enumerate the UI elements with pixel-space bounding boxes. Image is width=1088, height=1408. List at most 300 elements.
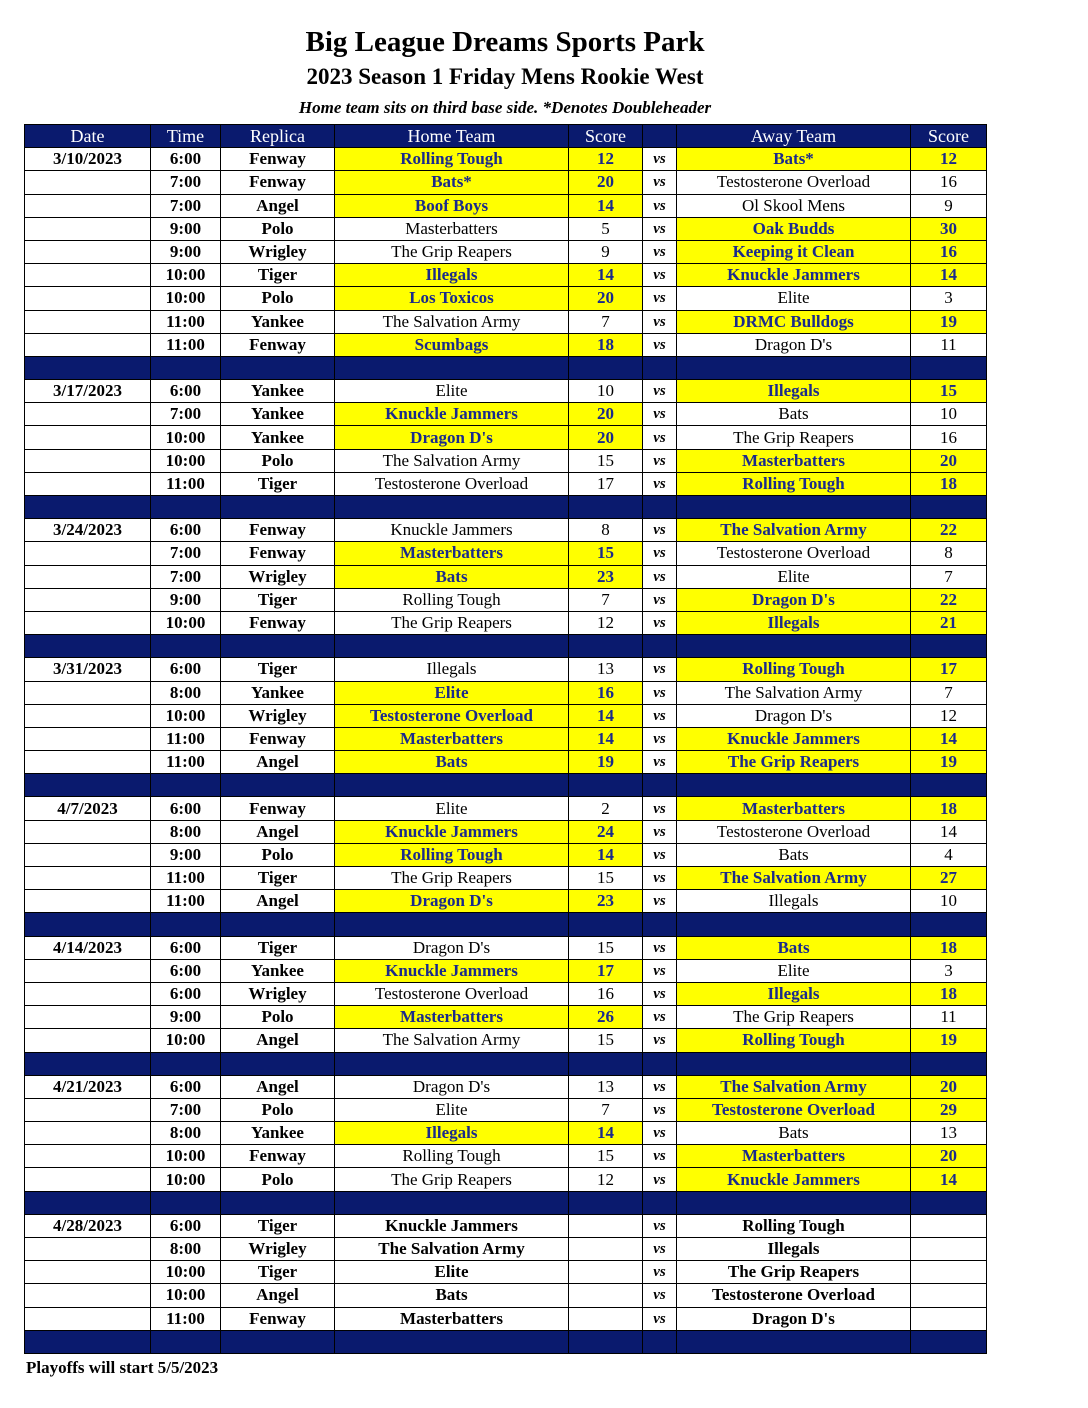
home-team: Dragon D's	[335, 890, 569, 913]
table-row	[25, 380, 987, 403]
away-score: 8	[911, 542, 987, 565]
home-team: Elite	[335, 1098, 569, 1121]
game-replica: Tiger	[221, 1261, 335, 1284]
game-replica: Fenway	[221, 148, 335, 171]
col-header-replica: Replica	[221, 125, 335, 148]
separator-cell	[25, 356, 151, 379]
separator-cell	[151, 635, 221, 658]
away-score	[911, 1284, 987, 1307]
vs-label: vs	[643, 588, 677, 611]
table-row	[25, 867, 987, 890]
game-replica: Tiger	[221, 936, 335, 959]
separator-cell	[25, 496, 151, 519]
away-score	[911, 1214, 987, 1237]
home-team: Testosterone Overload	[335, 704, 569, 727]
vs-label: vs	[643, 867, 677, 890]
away-team: Testosterone Overload	[677, 1284, 911, 1307]
game-date	[25, 1284, 151, 1307]
vs-label: vs	[643, 727, 677, 750]
home-team: Illegals	[335, 264, 569, 287]
game-date	[25, 240, 151, 263]
game-replica: Polo	[221, 1098, 335, 1121]
game-replica: Polo	[221, 449, 335, 472]
table-row	[25, 1029, 987, 1052]
separator-cell	[25, 635, 151, 658]
away-score: 19	[911, 751, 987, 774]
game-date	[25, 449, 151, 472]
home-team: Los Toxicos	[335, 287, 569, 310]
vs-label: vs	[643, 820, 677, 843]
page-title: Big League Dreams Sports Park	[305, 26, 705, 58]
home-score: 9	[569, 240, 643, 263]
vs-label: vs	[643, 449, 677, 472]
game-replica: Angel	[221, 1029, 335, 1052]
game-date	[25, 264, 151, 287]
vs-label: vs	[643, 611, 677, 634]
week-separator	[25, 496, 987, 519]
vs-label: vs	[643, 751, 677, 774]
home-team: Rolling Tough	[335, 1145, 569, 1168]
table-row	[25, 727, 987, 750]
away-score: 20	[911, 1075, 987, 1098]
table-row	[25, 287, 987, 310]
game-time: 10:00	[151, 264, 221, 287]
away-team: The Grip Reapers	[677, 1261, 911, 1284]
separator-cell	[643, 635, 677, 658]
home-team: Dragon D's	[335, 936, 569, 959]
game-date	[25, 890, 151, 913]
vs-label: vs	[643, 890, 677, 913]
home-score	[569, 1307, 643, 1330]
separator-cell	[643, 913, 677, 936]
away-score: 13	[911, 1122, 987, 1145]
game-replica: Polo	[221, 287, 335, 310]
home-team: Testosterone Overload	[335, 472, 569, 495]
away-team: Illegals	[677, 611, 911, 634]
col-header-vs	[643, 125, 677, 148]
table-row	[25, 472, 987, 495]
vs-label: vs	[643, 1168, 677, 1191]
separator-cell	[569, 913, 643, 936]
week-separator	[25, 1330, 987, 1353]
table-row	[25, 171, 987, 194]
game-date	[25, 1238, 151, 1261]
table-row	[25, 704, 987, 727]
home-score: 15	[569, 542, 643, 565]
game-replica: Tiger	[221, 658, 335, 681]
vs-label: vs	[643, 1122, 677, 1145]
table-row	[25, 565, 987, 588]
game-time: 10:00	[151, 611, 221, 634]
separator-cell	[643, 1052, 677, 1075]
separator-cell	[151, 1191, 221, 1214]
game-date	[25, 217, 151, 240]
game-time: 11:00	[151, 472, 221, 495]
game-replica: Wrigley	[221, 1238, 335, 1261]
home-score: 8	[569, 519, 643, 542]
table-row	[25, 936, 987, 959]
home-score: 14	[569, 704, 643, 727]
col-header-away-team: Away Team	[677, 125, 911, 148]
away-score	[911, 1261, 987, 1284]
away-team: Rolling Tough	[677, 658, 911, 681]
away-score: 7	[911, 681, 987, 704]
game-replica: Fenway	[221, 542, 335, 565]
vs-label: vs	[643, 380, 677, 403]
home-team: Rolling Tough	[335, 843, 569, 866]
separator-cell	[911, 774, 987, 797]
game-date: 4/28/2023	[25, 1214, 151, 1237]
away-team: Bats	[677, 843, 911, 866]
game-replica: Yankee	[221, 426, 335, 449]
game-date	[25, 1029, 151, 1052]
away-score: 21	[911, 611, 987, 634]
game-date	[25, 171, 151, 194]
home-score: 14	[569, 1122, 643, 1145]
game-replica: Polo	[221, 1006, 335, 1029]
table-row	[25, 959, 987, 982]
away-score: 22	[911, 588, 987, 611]
vs-label: vs	[643, 1098, 677, 1121]
home-team: The Salvation Army	[335, 1238, 569, 1261]
game-date: 3/10/2023	[25, 148, 151, 171]
away-team: Rolling Tough	[677, 1214, 911, 1237]
vs-label: vs	[643, 1006, 677, 1029]
home-team: Knuckle Jammers	[335, 403, 569, 426]
separator-cell	[335, 913, 569, 936]
away-team: The Salvation Army	[677, 867, 911, 890]
col-header-time: Time	[151, 125, 221, 148]
home-score: 20	[569, 403, 643, 426]
home-team: Bats	[335, 751, 569, 774]
separator-cell	[911, 913, 987, 936]
separator-cell	[677, 356, 911, 379]
separator-cell	[335, 635, 569, 658]
game-replica: Polo	[221, 843, 335, 866]
table-row	[25, 611, 987, 634]
away-score: 11	[911, 1006, 987, 1029]
home-score: 16	[569, 681, 643, 704]
home-team: Knuckle Jammers	[335, 1214, 569, 1237]
home-team: The Salvation Army	[335, 449, 569, 472]
table-row	[25, 449, 987, 472]
game-replica: Wrigley	[221, 704, 335, 727]
separator-cell	[911, 635, 987, 658]
away-score	[911, 1307, 987, 1330]
separator-cell	[151, 356, 221, 379]
game-time: 9:00	[151, 217, 221, 240]
table-row	[25, 1261, 987, 1284]
vs-label: vs	[643, 1029, 677, 1052]
vs-label: vs	[643, 936, 677, 959]
game-replica: Yankee	[221, 1122, 335, 1145]
away-score: 19	[911, 310, 987, 333]
game-date	[25, 194, 151, 217]
away-score: 30	[911, 217, 987, 240]
page-subtitle: 2023 Season 1 Friday Mens Rookie West	[306, 64, 704, 89]
game-date	[25, 843, 151, 866]
table-row	[25, 982, 987, 1005]
separator-cell	[221, 1191, 335, 1214]
game-time: 11:00	[151, 751, 221, 774]
separator-cell	[25, 1052, 151, 1075]
game-time: 11:00	[151, 1307, 221, 1330]
game-date: 3/31/2023	[25, 658, 151, 681]
home-score	[569, 1261, 643, 1284]
game-time: 10:00	[151, 426, 221, 449]
home-score: 17	[569, 959, 643, 982]
separator-cell	[911, 1191, 987, 1214]
week-separator	[25, 774, 987, 797]
away-team: The Salvation Army	[677, 1075, 911, 1098]
schedule-table	[24, 124, 987, 1354]
schedule-body	[25, 148, 987, 1354]
game-replica: Yankee	[221, 959, 335, 982]
home-team: The Grip Reapers	[335, 1168, 569, 1191]
separator-cell	[151, 913, 221, 936]
home-score: 15	[569, 936, 643, 959]
vs-label: vs	[643, 148, 677, 171]
game-replica: Angel	[221, 820, 335, 843]
week-separator	[25, 913, 987, 936]
away-team: Keeping it Clean	[677, 240, 911, 263]
home-score: 14	[569, 194, 643, 217]
game-date	[25, 1122, 151, 1145]
game-date: 3/24/2023	[25, 519, 151, 542]
separator-cell	[643, 356, 677, 379]
home-team: Knuckle Jammers	[335, 820, 569, 843]
away-team: Rolling Tough	[677, 472, 911, 495]
table-row	[25, 1098, 987, 1121]
home-score: 13	[569, 1075, 643, 1098]
separator-cell	[569, 1330, 643, 1353]
home-team: Scumbags	[335, 333, 569, 356]
game-time: 7:00	[151, 171, 221, 194]
vs-label: vs	[643, 1214, 677, 1237]
table-row	[25, 820, 987, 843]
home-score: 7	[569, 1098, 643, 1121]
vs-label: vs	[643, 982, 677, 1005]
away-team: Illegals	[677, 1238, 911, 1261]
game-time: 7:00	[151, 194, 221, 217]
table-row	[25, 403, 987, 426]
home-team: Masterbatters	[335, 727, 569, 750]
game-date	[25, 820, 151, 843]
away-score: 16	[911, 171, 987, 194]
vs-label: vs	[643, 519, 677, 542]
separator-cell	[677, 913, 911, 936]
game-date	[25, 542, 151, 565]
home-team: Elite	[335, 380, 569, 403]
home-team: The Grip Reapers	[335, 611, 569, 634]
game-replica: Yankee	[221, 403, 335, 426]
away-team: The Salvation Army	[677, 681, 911, 704]
game-replica: Fenway	[221, 611, 335, 634]
separator-cell	[25, 913, 151, 936]
game-replica: Fenway	[221, 519, 335, 542]
game-date	[25, 1145, 151, 1168]
game-time: 9:00	[151, 588, 221, 611]
game-date	[25, 751, 151, 774]
away-score: 3	[911, 287, 987, 310]
home-team: Masterbatters	[335, 1006, 569, 1029]
game-time: 10:00	[151, 449, 221, 472]
home-team: Elite	[335, 797, 569, 820]
game-replica: Yankee	[221, 310, 335, 333]
game-time: 7:00	[151, 565, 221, 588]
separator-cell	[335, 1330, 569, 1353]
table-row	[25, 1145, 987, 1168]
table-row	[25, 519, 987, 542]
game-date	[25, 403, 151, 426]
table-row	[25, 797, 987, 820]
home-team: Elite	[335, 681, 569, 704]
away-score: 16	[911, 240, 987, 263]
separator-cell	[335, 774, 569, 797]
vs-label: vs	[643, 959, 677, 982]
game-time: 10:00	[151, 1284, 221, 1307]
separator-cell	[643, 1191, 677, 1214]
away-team: Masterbatters	[677, 797, 911, 820]
home-score	[569, 1284, 643, 1307]
table-row	[25, 240, 987, 263]
table-row	[25, 1168, 987, 1191]
away-score: 7	[911, 565, 987, 588]
table-row	[25, 890, 987, 913]
home-team: Boof Boys	[335, 194, 569, 217]
away-team: Elite	[677, 565, 911, 588]
game-replica: Yankee	[221, 681, 335, 704]
separator-cell	[569, 356, 643, 379]
home-score: 15	[569, 867, 643, 890]
separator-cell	[221, 1330, 335, 1353]
game-time: 10:00	[151, 1029, 221, 1052]
home-team: Elite	[335, 1261, 569, 1284]
home-score: 7	[569, 588, 643, 611]
game-replica: Tiger	[221, 588, 335, 611]
game-date: 4/21/2023	[25, 1075, 151, 1098]
table-row	[25, 1006, 987, 1029]
away-team: Knuckle Jammers	[677, 264, 911, 287]
away-score: 22	[911, 519, 987, 542]
game-time: 6:00	[151, 936, 221, 959]
home-score: 19	[569, 751, 643, 774]
separator-cell	[221, 356, 335, 379]
vs-label: vs	[643, 310, 677, 333]
col-header-date: Date	[25, 125, 151, 148]
away-score: 14	[911, 727, 987, 750]
home-team: Knuckle Jammers	[335, 959, 569, 982]
home-team: The Salvation Army	[335, 1029, 569, 1052]
table-row	[25, 1238, 987, 1261]
col-header-home-team: Home Team	[335, 125, 569, 148]
separator-cell	[221, 774, 335, 797]
game-date	[25, 426, 151, 449]
away-score: 4	[911, 843, 987, 866]
away-score: 29	[911, 1098, 987, 1121]
game-replica: Angel	[221, 1075, 335, 1098]
home-score	[569, 1214, 643, 1237]
game-date	[25, 588, 151, 611]
game-time: 7:00	[151, 542, 221, 565]
game-replica: Fenway	[221, 1307, 335, 1330]
game-time: 6:00	[151, 658, 221, 681]
vs-label: vs	[643, 1075, 677, 1098]
separator-cell	[643, 1330, 677, 1353]
vs-label: vs	[643, 217, 677, 240]
game-date	[25, 727, 151, 750]
home-score: 26	[569, 1006, 643, 1029]
vs-label: vs	[643, 1261, 677, 1284]
table-row	[25, 751, 987, 774]
away-score: 19	[911, 1029, 987, 1052]
vs-label: vs	[643, 658, 677, 681]
away-score: 27	[911, 867, 987, 890]
home-team: The Grip Reapers	[335, 240, 569, 263]
away-team: Testosterone Overload	[677, 542, 911, 565]
game-date	[25, 565, 151, 588]
away-team: The Grip Reapers	[677, 426, 911, 449]
vs-label: vs	[643, 797, 677, 820]
week-separator	[25, 1052, 987, 1075]
game-replica: Fenway	[221, 333, 335, 356]
away-team: Illegals	[677, 380, 911, 403]
away-team: Masterbatters	[677, 449, 911, 472]
home-team: Dragon D's	[335, 1075, 569, 1098]
home-team: Rolling Tough	[335, 148, 569, 171]
home-score: 24	[569, 820, 643, 843]
away-score: 12	[911, 704, 987, 727]
away-team: Testosterone Overload	[677, 1098, 911, 1121]
table-row	[25, 148, 987, 171]
away-team: Masterbatters	[677, 1145, 911, 1168]
game-replica: Fenway	[221, 171, 335, 194]
home-score: 20	[569, 287, 643, 310]
game-time: 6:00	[151, 959, 221, 982]
game-time: 8:00	[151, 681, 221, 704]
game-time: 8:00	[151, 1122, 221, 1145]
home-score: 15	[569, 1145, 643, 1168]
week-separator	[25, 1191, 987, 1214]
vs-label: vs	[643, 681, 677, 704]
separator-cell	[221, 1052, 335, 1075]
home-score: 14	[569, 843, 643, 866]
page-note: Home team sits on third base side. *Denotes Doubleheader	[298, 98, 712, 117]
table-row	[25, 194, 987, 217]
away-team: Bats	[677, 1122, 911, 1145]
game-time: 7:00	[151, 1098, 221, 1121]
table-row	[25, 843, 987, 866]
separator-cell	[151, 1052, 221, 1075]
game-replica: Tiger	[221, 472, 335, 495]
separator-cell	[677, 1052, 911, 1075]
separator-cell	[569, 496, 643, 519]
table-row	[25, 681, 987, 704]
home-team: Bats	[335, 1284, 569, 1307]
separator-cell	[677, 774, 911, 797]
separator-cell	[25, 1191, 151, 1214]
game-replica: Polo	[221, 1168, 335, 1191]
separator-cell	[569, 1052, 643, 1075]
away-score: 18	[911, 982, 987, 1005]
separator-cell	[911, 496, 987, 519]
game-replica: Polo	[221, 217, 335, 240]
separator-cell	[677, 635, 911, 658]
away-score: 10	[911, 890, 987, 913]
separator-cell	[569, 774, 643, 797]
table-row	[25, 1122, 987, 1145]
game-date	[25, 681, 151, 704]
